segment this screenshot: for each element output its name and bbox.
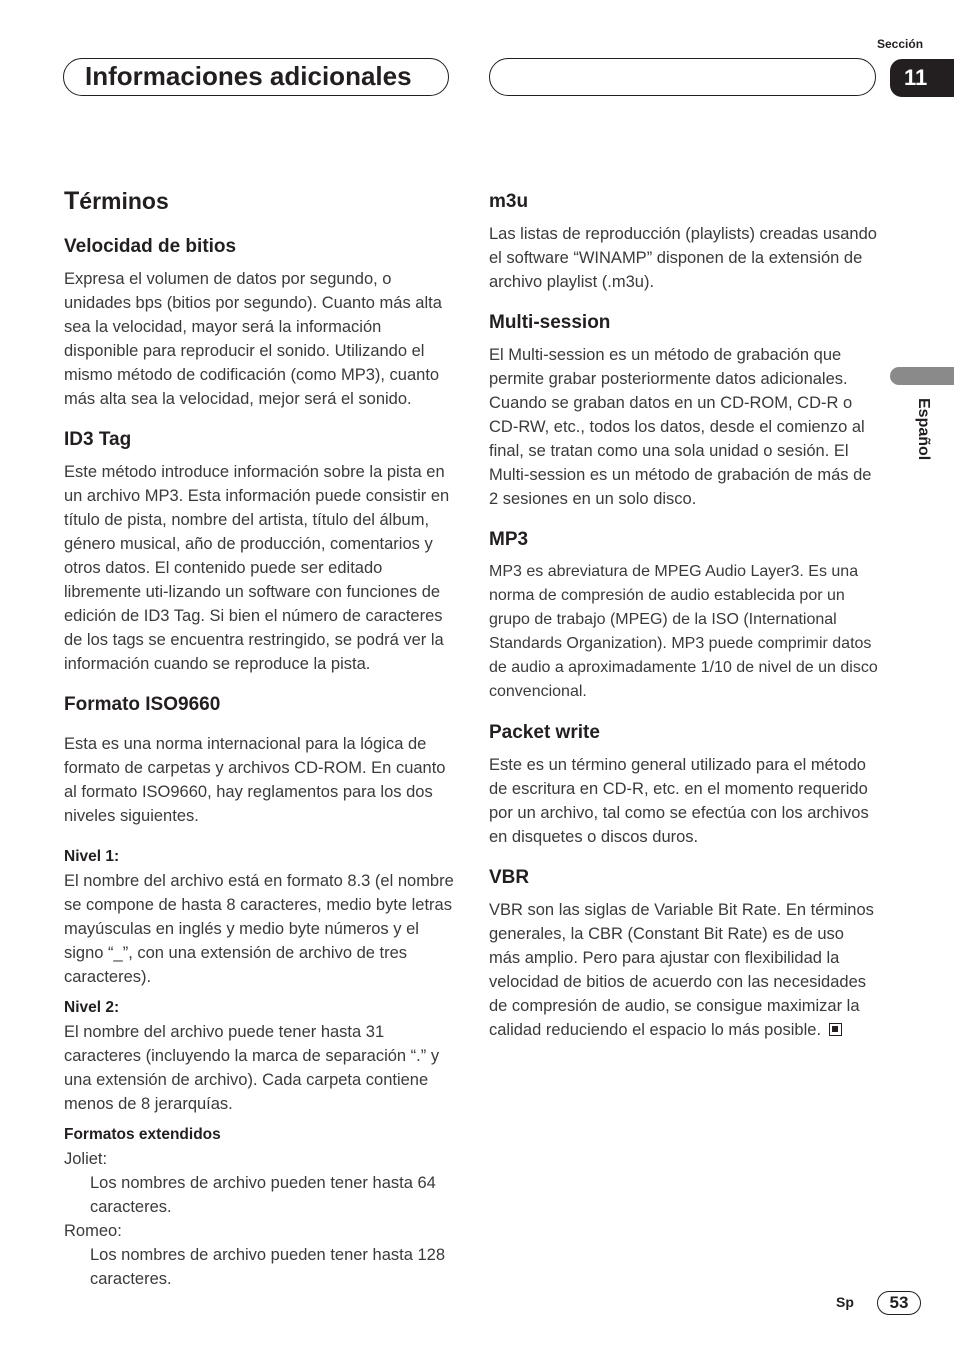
nivel1-text: El nombre del archivo está en formato 8.3 (el nombre se compone de hasta 8 caracteres, medio byte letras mayúsculas en inglés y medio byte números y el signo “_”, con una extensión de archivo de tres caracteres). xyxy=(64,872,454,986)
left-column xyxy=(64,186,456,1291)
text-multisession: El Multi-session es un método de grabación que permite grabar posteriormente datos adicionales. Cuando se graban datos en un CD-ROM, CD-R o CD-RW, etc., todos los datos, desde el comienzo al final, se tratan como una sola unidad o sesión. El Multi-session es un método de grabación de más de 2 sesiones en un solo disco. xyxy=(489,346,872,508)
nivel2-label: Nivel 2: xyxy=(64,999,120,1016)
section-title xyxy=(64,186,456,216)
language-label: Español xyxy=(915,398,932,461)
page-number-badge xyxy=(877,1291,921,1315)
text-m3u: Las listas de reproducción (playlists) creadas usando el software “WINAMP” disponen de la extensión de archivo playlist (.m3u). xyxy=(489,225,877,291)
joliet-text: Los nombres de archivo pueden tener hasta 64 caracteres. xyxy=(90,1174,436,1216)
text-iso: Esta es una norma internacional para la lógica de formato de carpetas y archivos CD-ROM. En cuanto al formato ISO9660, hay reglamentos para los dos niveles siguientes. xyxy=(64,735,446,825)
heading-id3: ID3 Tag xyxy=(64,429,132,450)
language-tab-marker xyxy=(890,367,954,385)
romeo-label: Romeo: xyxy=(64,1222,122,1240)
heading-iso: Formato ISO9660 xyxy=(64,694,221,715)
text-packet-write: Este es un término general utilizado para el método de escritura en CD-R, etc. en el momento requerido por un archivo, tal como se efectúa con los archivos en disquetes o discos duros. xyxy=(489,756,869,846)
section-title-rest: érminos xyxy=(79,188,169,214)
nivel1-label: Nivel 1: xyxy=(64,848,120,865)
section-label: Sección xyxy=(877,37,924,51)
page-title: Informaciones adicionales xyxy=(85,61,412,91)
heading-packet-write: Packet write xyxy=(489,722,600,743)
nivel2-text: El nombre del archivo puede tener hasta 31 caracteres (incluyendo la marca de separación “.” y una extensión de archivo). Cada carpeta contiene menos de 8 jerarquías. xyxy=(64,1023,440,1113)
text-id3: Este método introduce información sobre la pista en un archivo MP3. Esta información puede consistir en título de pista, nombre del artista, título del álbum, género musical, año de producción, comentarios y otros datos. El contenido puede ser editado libremente uti-lizando un software con funciones de edición de ID3 Tag. Si bien el número de caracteres de los tags se encuentra restringido, se podrá ver la información cuando se reproduce la pista. xyxy=(64,463,450,673)
text-vbr: VBR son las siglas de Variable Bit Rate. En términos generales, la CBR (Constant Bit Rate) es de uso más amplio. Pero para ajustar con flexibilidad la velocidad de bitios de acuerdo con las necesidades de compresión de audio, se consigue maximizar la calidad reduciendo el espacio lo más posible. xyxy=(489,901,874,1039)
romeo-text: Los nombres de archivo pueden tener hasta 128 caracteres. xyxy=(90,1246,445,1288)
header-blank-frame xyxy=(489,58,876,96)
extended-formats-label: Formatos extendidos xyxy=(64,1126,221,1143)
footer-language-code: Sp xyxy=(836,1294,854,1310)
text-vbr-wrap xyxy=(489,898,879,1042)
joliet-label: Joliet: xyxy=(64,1150,108,1168)
heading-vbr: VBR xyxy=(489,867,530,888)
heading-velocidad: Velocidad de bitios xyxy=(64,236,237,257)
text-mp3: MP3 es abreviatura de MPEG Audio Layer3. Es una norma de compresión de audio establecida por un grupo de trabajo (MPEG) de la ISO (International Standards Organization). MP3 puede comprimir datos de audio a aproximadamente 1/10 de nivel de un disco convencional. xyxy=(489,563,878,700)
end-of-section-icon xyxy=(829,1023,842,1036)
right-column xyxy=(489,190,879,1059)
heading-m3u: m3u xyxy=(489,191,529,212)
page-number: 53 xyxy=(889,1293,909,1312)
section-number-tab xyxy=(890,59,954,97)
section-title-initial: T xyxy=(64,187,80,215)
heading-mp3: MP3 xyxy=(489,529,529,550)
heading-multisession: Multi-session xyxy=(489,312,611,333)
text-velocidad: Expresa el volumen de datos por segundo, o unidades bps (bitios por segundo). Cuanto más alta sea la velocidad, mayor será la información disponible para reproducir el sonido. Utilizando el mismo método de codificación (como MP3), cuanto más alta sea la velocidad, mejor será el sonido. xyxy=(64,270,442,408)
section-number: 11 xyxy=(904,65,928,90)
